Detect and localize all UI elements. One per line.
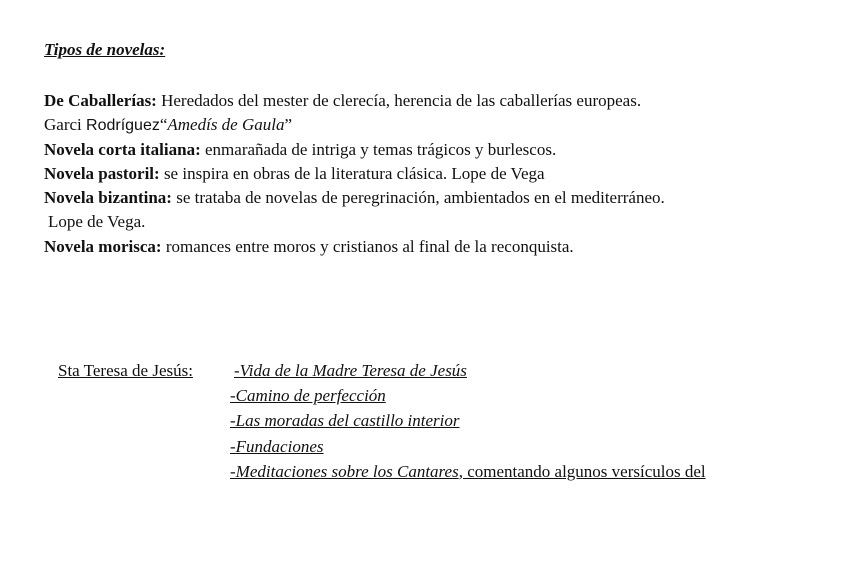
author-prefix: Garci — [44, 115, 87, 135]
work-title: -Meditaciones sobre los Cantares — [230, 461, 459, 481]
book-title: Amedís de Gaula — [167, 115, 285, 135]
novel-example-line — [44, 113, 844, 137]
work-title: -Las moradas del castillo interior — [230, 411, 460, 431]
novel-types-list — [44, 89, 844, 259]
section-heading: Tipos de novelas: — [44, 40, 166, 59]
novel-desc: enmarañada de intriga y temas trágicos y burlescos. — [200, 139, 557, 159]
novel-desc: romances entre moros y cristianos al final de la reconquista. — [161, 236, 574, 256]
open-quote: “ — [159, 115, 168, 135]
novel-type-morisca — [44, 235, 844, 259]
author-surname: Rodríguez — [86, 117, 160, 135]
work-title: -Fundaciones — [230, 436, 324, 456]
novel-type-bizantina-cont — [44, 210, 844, 234]
novel-term: Novela morisca: — [44, 236, 162, 256]
novel-type-pastoril — [44, 162, 844, 186]
novel-desc: se inspira en obras de la literatura clásica. Lope de Vega — [159, 163, 545, 183]
novel-desc: se trataba de novelas de peregrinación, ambientados en el mediterráneo. — [171, 188, 665, 208]
novel-desc: Heredados del mester de clerecía, herencia de las caballerías europeas. — [156, 91, 642, 110]
author-name: Sta Teresa de Jesús: — [58, 361, 193, 380]
work-title: -Vida de la Madre Teresa de Jesús — [234, 361, 467, 380]
work-note: , comentando algunos versículos del — [458, 461, 706, 481]
novel-term: De Caballerías: — [44, 91, 157, 110]
novel-term: Novela corta italiana: — [44, 139, 201, 159]
novel-desc-cont: Lope de Vega. — [48, 212, 146, 232]
novel-type-bizantina — [44, 186, 844, 210]
novel-type-caballerias — [44, 89, 844, 113]
novel-term: Novela bizantina: — [44, 188, 172, 208]
novel-type-italiana — [44, 138, 844, 162]
novel-term: Novela pastoril: — [44, 163, 160, 183]
close-quote: ” — [284, 115, 293, 135]
work-title: -Camino de perfección — [230, 386, 386, 406]
work-title-line — [230, 460, 706, 484]
